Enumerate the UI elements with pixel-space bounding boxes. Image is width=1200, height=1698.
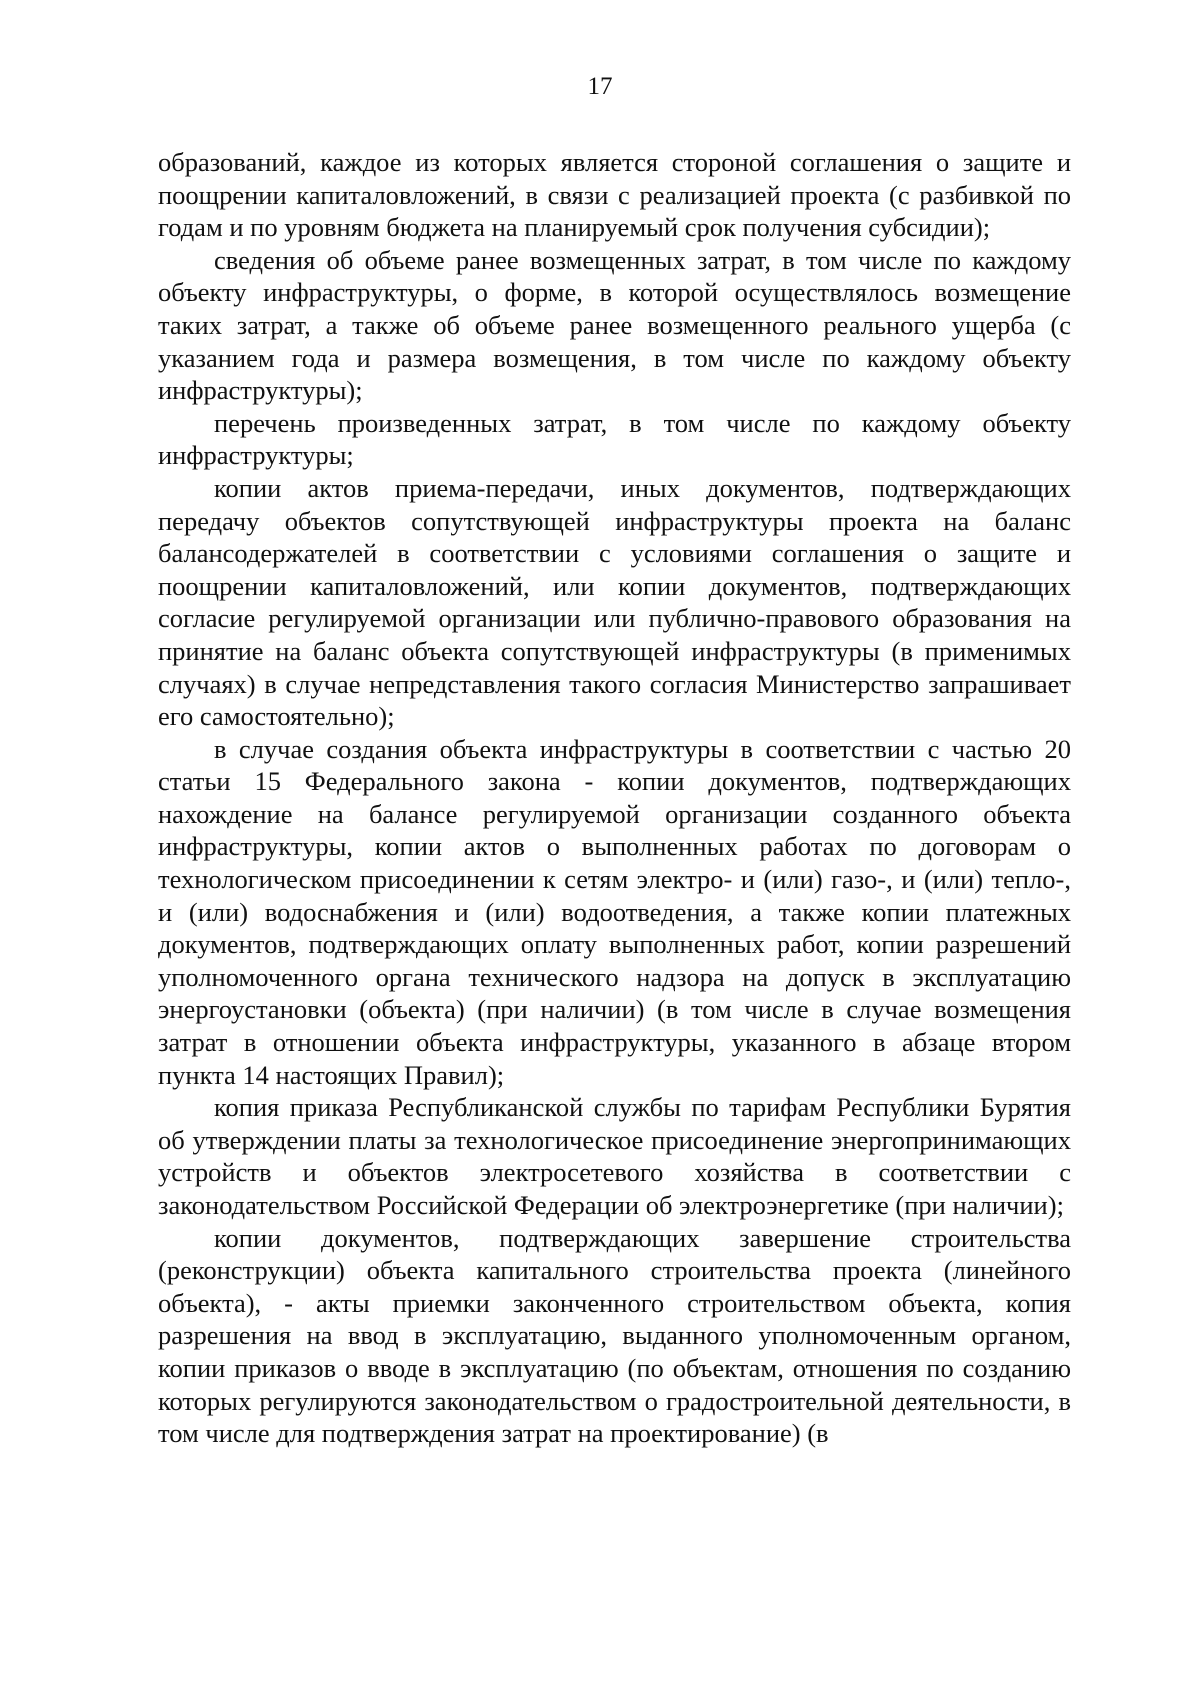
paragraph-infrastructure-creation: в случае создания объекта инфраструктуры в соответствии с частью 20 статьи 15 Федерального закона - копии документов, подтверждающих нахождение на балансе регулируемой организации созданного объекта инфраструктуры, копии актов о выполненных работах по договорам о технологическом присоединении к сетям электро- и (или) газо-, и (или) тепло-, и (или) водоснабжения и (или) водоотведения, а также копии платежных документов, подтверждающих оплату выполненных работ, копии разрешений уполномоченного органа технического надзора на допуск в эксплуатацию энергоустановки (объекта) (при наличии) (в том числе в случае возмещения затрат в отношении объекта инфраструктуры, указанного в абзаце втором пункта 14 настоящих Правил); <box>158 733 1071 1090</box>
page-number: 17 <box>587 73 613 100</box>
paragraph-reimbursed-costs: сведения об объеме ранее возмещенных затрат, в том числе по каждому объекту инфраструктуры, о форме, в которой осуществлялось возмещение таких затрат, а также об объеме ранее возмещенного реального ущерба (с указанием года и размера возмещения, в том числе по каждому объекту инфраструктуры); <box>158 244 1071 406</box>
paragraph-transfer-acts: копии актов приема-передачи, иных документов, подтверждающих передачу объектов сопутствующей инфраструктуры проекта на баланс балансодержателей в соответствии с условиями соглашения о защите и поощрении капиталовложений, или копии документов, подтверждающих согласие регулируемой организации или публично-правового образования на принятие на баланс объекта сопутствующей инфраструктуры (в применимых случаях) в случае непредставления такого согласия Министерство запрашивает его самостоятельно); <box>158 472 1071 732</box>
paragraph-continuation: образований, каждое из которых является стороной соглашения о защите и поощрении капиталовложений, в связи с реализацией проекта (с разбивкой по годам и по уровням бюджета на планируемый срок получения субсидии); <box>158 147 1071 243</box>
paragraph-construction-documents: копии документов, подтверждающих завершение строительства (реконструкции) объекта капитального строительства проекта (линейного объекта), - акты приемки законченного строительством объекта, копия разрешения на ввод в эксплуатацию, выданного уполномоченным органом, копии приказов о вводе в эксплуатацию (по объектам, отношения по созданию которых регулируются законодательством о градостроительной деятельности, в том числе для подтверждения затрат на проектирование) (в <box>158 1222 1071 1449</box>
document-body <box>158 146 1071 1450</box>
paragraph-tariff-order: копия приказа Республиканской службы по тарифам Республики Бурятия об утверждении платы за технологическое присоединение энергопринимающих устройств и объектов электросетевого хозяйства в соответствии с законодательством Российской Федерации об электроэнергетике (при наличии); <box>158 1092 1071 1220</box>
paragraph-costs-list: перечень произведенных затрат, в том числе по каждому объекту инфраструктуры; <box>158 407 1071 471</box>
